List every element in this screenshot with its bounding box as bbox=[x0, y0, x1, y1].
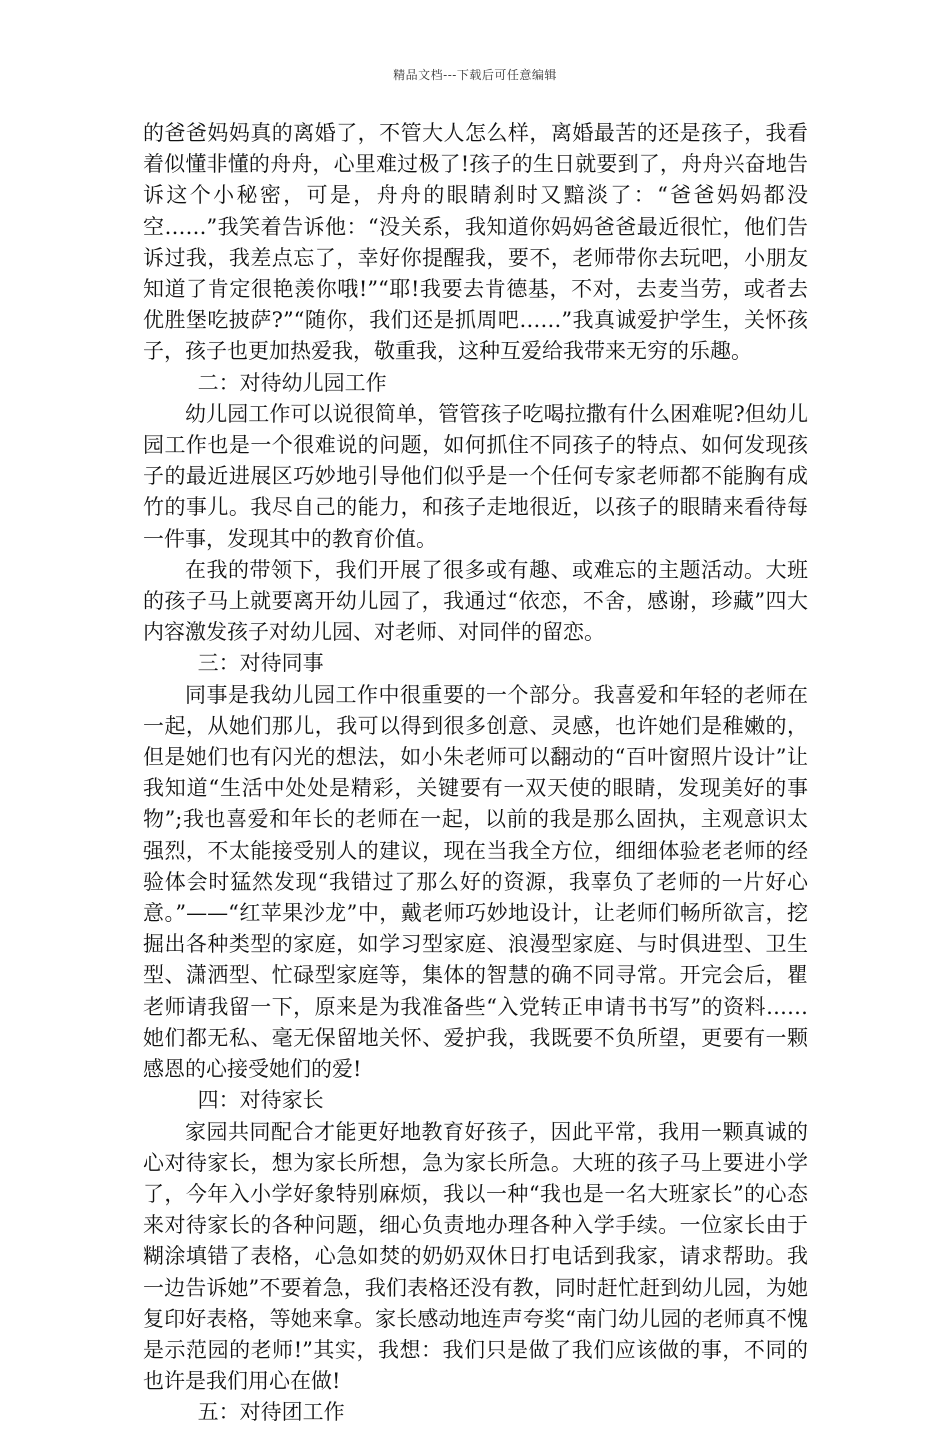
paragraph-theme-activities: 在我的带领下，我们开展了很多或有趣、或难忘的主题活动。大班的孩子马上就要离开幼儿园了，我通过“依恋，不舍，感谢，珍藏”四大内容激发孩子对幼儿园、对老师、对同伴的留恋。 bbox=[143, 557, 808, 645]
paragraph-parents: 家园共同配合才能更好地教育好孩子，因此平常，我用一颗真诚的心对待家长，想为家长所想，急为家长所急。大班的孩子马上要进小学了，今年入小学好象特别麻烦，我以一种“我也是一名大班家长”的心态来对待家长的各种问题，细心负责地办理各种入学手续。一位家长由于糊涂填错了表格，心急如焚的奶奶双休日打电话到我家，请求帮助。我一边告诉她”不要着急，我们表格还没有教，同时赶忙赶到幼儿园，为她复印好表格，等她来拿。家长感动地连声夸奖“南门幼儿园的老师真不愧是示范园的老师!”其实，我想：我们只是做了我们应该做的事，不同的也许是我们用心在做! bbox=[143, 1119, 808, 1394]
section-heading-parents: 四：对待家长 bbox=[197, 1088, 324, 1113]
document-body bbox=[143, 118, 808, 1429]
page-header: 精品文档---下载后可任意编辑 bbox=[393, 68, 557, 82]
section-heading-colleagues: 三：对待同事 bbox=[197, 651, 324, 676]
paragraph-colleagues: 同事是我幼儿园工作中很重要的一个部分。我喜爱和年轻的老师在一起，从她们那儿，我可以得到很多创意、灵感，也许她们是稚嫩的，但是她们也有闪光的想法，如小朱老师可以翻动的“百叶窗照片设计”让我知道“生活中处处是精彩，关键要有一双天使的眼睛，发现美好的事物”;我也喜爱和年长的老师在一起，以前的我是那么固执，主观意识太强烈，不太能接受别人的建议，现在当我全方位，细细体验老老师的经验体会时猛然发现“我错过了那么好的资源，我辜负了老师的一片好心意。”——“红苹果沙龙”中，戴老师巧妙地设计，让老师们畅所欲言，挖掘出各种类型的家庭，如学习型家庭、浪漫型家庭、与时俱进型、卫生型、潇洒型、忙碌型家庭等，集体的智慧的确不同寻常。开完会后，瞿老师请我留一下，原来是为我准备些“入党转正申请书书写”的资料……她们都无私、毫无保留地关怀、爱护我，我既要不负所望，更要有一颗感恩的心接受她们的爱! bbox=[143, 682, 808, 1082]
paragraph-kindergarten-work: 幼儿园工作可以说很简单，管管孩子吃喝拉撒有什么困难呢?但幼儿园工作也是一个很难说的问题，如何抓住不同孩子的特点、如何发现孩子的最近进展区巧妙地引导他们似乎是一个任何专家老师都不能胸有成竹的事儿。我尽自己的能力，和孩子走地很近，以孩子的眼睛来看待每一件事，发现其中的教育价值。 bbox=[143, 401, 808, 551]
section-heading-league-work: 五：对待团工作 bbox=[197, 1400, 345, 1425]
paragraph-intro-continued: 的爸爸妈妈真的离婚了，不管大人怎么样，离婚最苦的还是孩子，我看着似懂非懂的舟舟，心里难过极了!孩子的生日就要到了，舟舟兴奋地告诉这个小秘密，可是，舟舟的眼睛刹时又黯淡了：“爸爸妈妈都没空……”我笑着告诉他：“没关系，我知道你妈妈爸爸最近很忙，他们告诉过我，我差点忘了，幸好你提醒我，要不，老师带你去玩吧，小朋友知道了肯定很艳羡你哦!”“耶!我要去肯德基，不对，去麦当劳，或者去优胜堡吃披萨?”“随你，我们还是抓周吧……”我真诚爱护学生，关怀孩子，孩子也更加热爱我，敬重我，这种互爱给我带来无穷的乐趣。 bbox=[143, 121, 808, 364]
section-heading-kindergarten-work: 二：对待幼儿园工作 bbox=[197, 370, 387, 395]
